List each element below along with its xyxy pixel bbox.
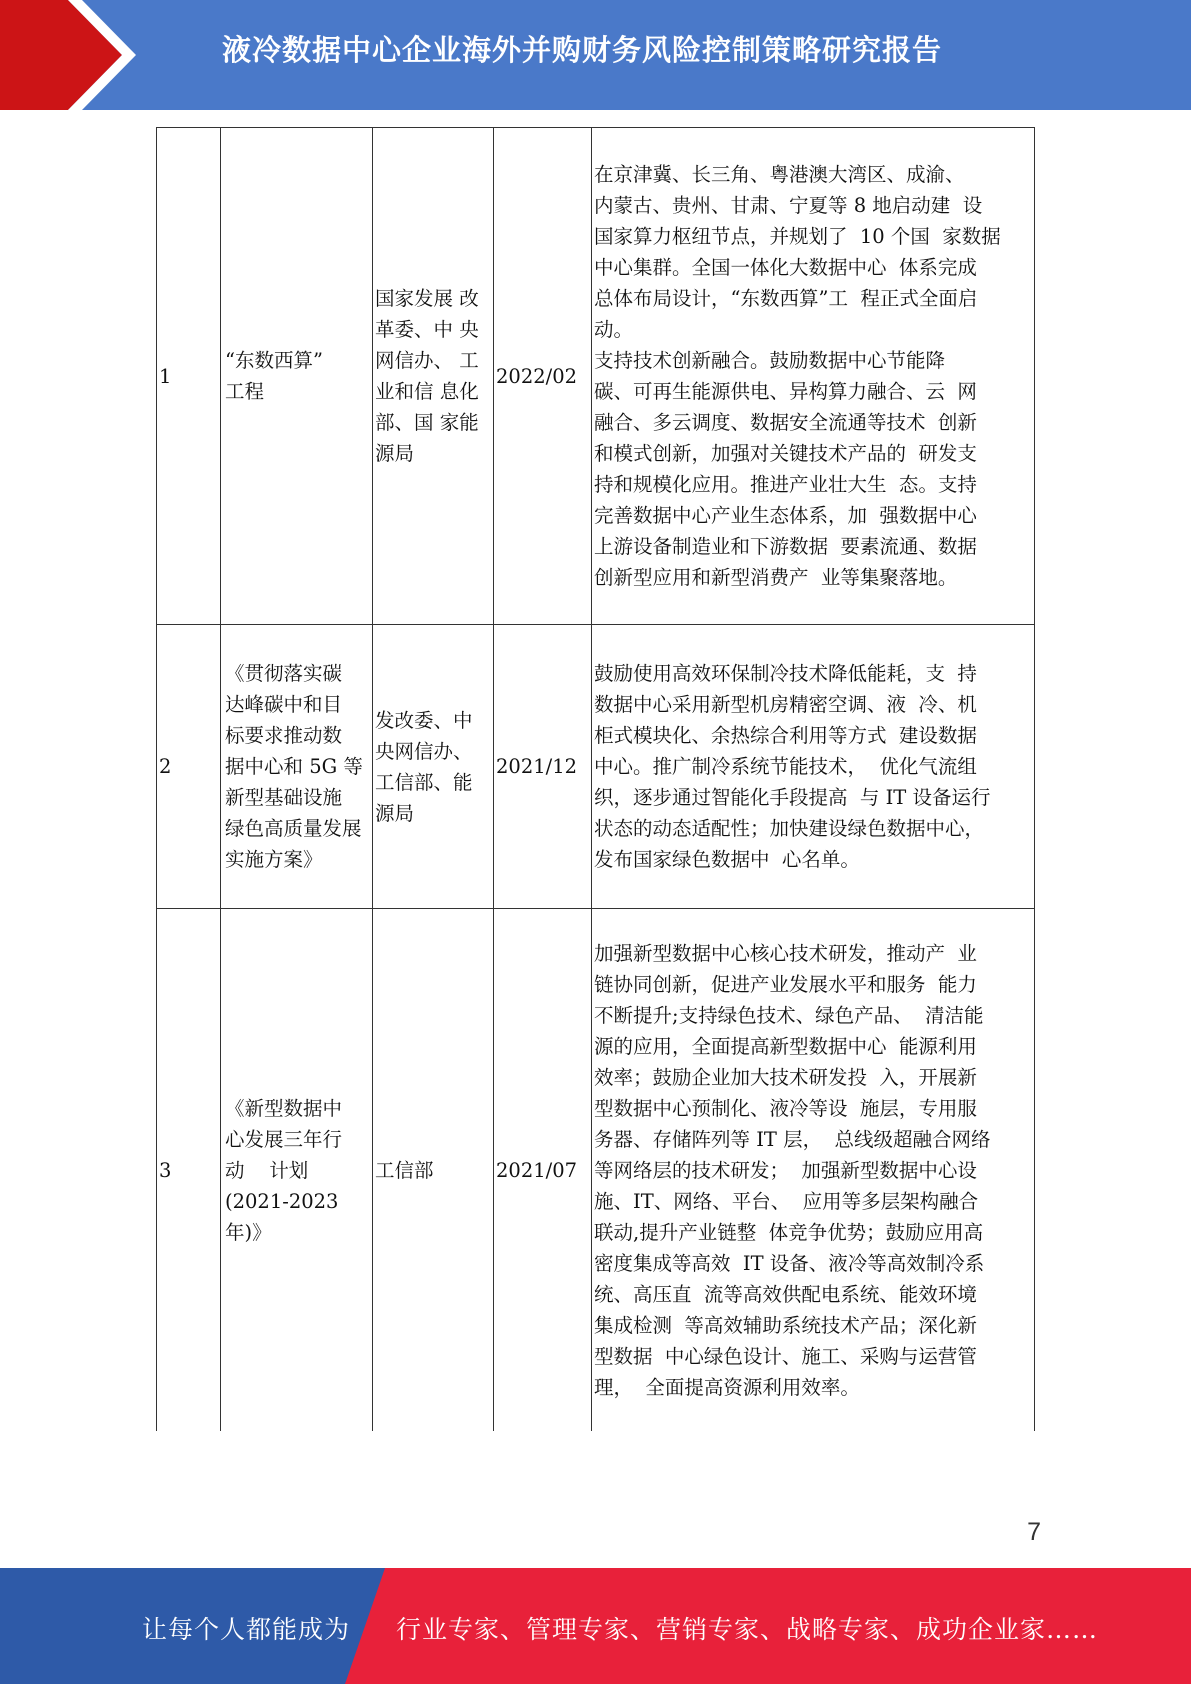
policy-name-line: 实施方案》 (225, 848, 323, 871)
policy-name-line: 新型基础设施 (225, 786, 343, 809)
policy-content-line: 理， 全面提高资源利用效率。 (594, 1375, 860, 1399)
policy-content-line: 等网络层的技术研发； 加强新型数据中心设 (594, 1158, 977, 1182)
policy-content-line: 创新型应用和新型消费产 业等集聚落地。 (594, 566, 958, 589)
row-number-cell: 1 (157, 128, 221, 625)
policy-content-line: 内蒙古、贵州、甘肃、宁夏等 8 地启动建 设 (594, 194, 983, 217)
policy-content-line: 上游设备制造业和下游数据 要素流通、数据 (594, 535, 977, 558)
policy-content-line: 状态的动态适配性；加快建设绿色数据中心， (594, 817, 985, 840)
policy-name-line: 达峰碳中和目 (225, 693, 343, 716)
policy-content-line: 发布国家绿色数据中 心名单。 (594, 848, 860, 871)
policy-name-line: 动 计划 (225, 1158, 309, 1182)
policy-name-cell (221, 909, 373, 1432)
issuing-org-line: 工信部、能 (375, 770, 473, 794)
issuing-org-line: 部、国 家能 (375, 411, 479, 434)
policy-content-line: 加强新型数据中心核心技术研发，推动产 业 (594, 941, 977, 965)
policy-content-line: 不断提升;支持绿色技术、绿色产品、 清洁能 (594, 1003, 984, 1027)
policy-content-line: 支持技术创新融合。鼓励数据中心节能降 (594, 349, 946, 372)
table-row (157, 625, 1035, 909)
policy-content-line: 完善数据中心产业生态体系，加 强数据中心 (594, 504, 977, 527)
policy-content-line: 融合、多云调度、数据安全流通等技术 创新 (594, 411, 977, 434)
page-header (0, 0, 1191, 110)
footer-slogan-right: 行业专家、管理专家、营销专家、战略专家、成功企业家…… (396, 1615, 1099, 1644)
policy-content-line: 碳、可再生能源供电、异构算力融合、云 网 (594, 380, 977, 403)
policy-content-line: 国家算力枢纽节点，并规划了 10 个国 家数据 (594, 225, 1001, 248)
issuing-org-line: 发改委、中 (375, 708, 473, 732)
issue-date-cell: 2022/02 (494, 128, 592, 625)
issuing-org-line: 源局 (375, 442, 415, 465)
policy-content-line: 效率；鼓励企业加大技术研发投 入，开展新 (594, 1065, 977, 1089)
page-footer (0, 1568, 1191, 1684)
policy-content-line: 动。 (594, 318, 634, 341)
policy-table (156, 127, 1035, 1431)
policy-content-line: 鼓励使用高效环保制冷技术降低能耗，支 持 (594, 662, 977, 685)
policy-content-line: 和模式创新，加强对关键技术产品的 研发支 (594, 442, 977, 465)
policy-content-line: 数据中心采用新型机房精密空调、液 冷、机 (594, 693, 977, 716)
policy-name-line: 据中心和 5G 等 (225, 755, 363, 778)
policy-content-line: 在京津冀、长三角、粤港澳大湾区、成渝、 (594, 163, 965, 186)
policy-name-line: 年)》 (225, 1220, 272, 1244)
row-number-cell: 3 (157, 909, 221, 1432)
policy-name-cell (221, 625, 373, 909)
policy-name-line: 《新型数据中 (225, 1096, 343, 1120)
policy-name-cell (221, 128, 373, 625)
policy-content-line: 务器、存储阵列等 IT 层， 总线级超融合网络 (594, 1127, 991, 1151)
policy-content-line: 联动,提升产业链整 体竞争优势；鼓励应用高 (594, 1220, 984, 1244)
header-arrow-decoration (0, 0, 150, 110)
policy-content-cell (592, 625, 1035, 909)
table-row (157, 909, 1035, 1432)
issue-date-cell: 2021/12 (494, 625, 592, 909)
issuing-org-line: 源局 (375, 801, 415, 825)
policy-content-line: 柜式模块化、余热综合利用等方式 建设数据 (594, 724, 977, 747)
policy-content-line: 施、IT、网络、平台、 应用等多层架构融合 (594, 1189, 979, 1213)
issuing-org-line: 革委、中 央 (375, 318, 479, 341)
policy-content-cell (592, 909, 1035, 1432)
policy-content-line: 统、高压直 流等高效供配电系统、能效环境 (594, 1282, 977, 1306)
row-number-cell: 2 (157, 625, 221, 909)
policy-name-line: (2021-2023 (225, 1189, 339, 1213)
issuing-org-line: 业和信 息化 (375, 380, 479, 403)
policy-name-line: 标要求推动数 (225, 724, 343, 747)
policy-content-line: 密度集成等高效 IT 设备、液冷等高效制冷系 (594, 1251, 985, 1275)
policy-content-line: 型数据中心预制化、液冷等设 施层，专用服 (594, 1096, 977, 1120)
policy-content-line: 源的应用，全面提高新型数据中心 能源利用 (594, 1034, 977, 1058)
policy-content-line: 总体布局设计，“东数西算”工 程正式全面启 (594, 287, 978, 310)
issuing-org-line: 央网信办、 (375, 739, 473, 763)
policy-content-line: 中心集群。全国一体化大数据中心 体系完成 (594, 256, 977, 279)
table-row (157, 128, 1035, 625)
issuing-org-cell (373, 909, 494, 1432)
policy-name-line: 工程 (225, 380, 265, 403)
policy-name-line: 《贯彻落实碳 (225, 662, 343, 685)
policy-name-line: 心发展三年行 (225, 1127, 343, 1151)
issuing-org-line: 工信部 (375, 1158, 434, 1182)
policy-content-line: 中心。推广制冷系统节能技术， 优化气流组 (594, 755, 977, 778)
policy-content-line: 型数据 中心绿色设计、施工、采购与运营管 (594, 1344, 977, 1368)
issuing-org-cell (373, 128, 494, 625)
policy-content-line: 织，逐步通过智能化手段提高 与 IT 设备运行 (594, 786, 991, 809)
policy-name-line: “东数西算” (225, 349, 323, 372)
report-title: 液冷数据中心企业海外并购财务风险控制策略研究报告 (222, 33, 943, 67)
issuing-org-cell (373, 625, 494, 909)
policy-content-cell (592, 128, 1035, 625)
policy-content-line: 链协同创新，促进产业发展水平和服务 能力 (594, 972, 977, 996)
issuing-org-line: 国家发展 改 (375, 287, 479, 310)
issue-date-cell: 2021/07 (494, 909, 592, 1432)
policy-content-line: 持和规模化应用。推进产业壮大生 态。支持 (594, 473, 977, 496)
footer-slogan-left: 让每个人都能成为 (142, 1615, 351, 1644)
page-number: 7 (1027, 1518, 1041, 1546)
policy-table-body (157, 128, 1035, 1432)
issuing-org-line: 网信办、 工 (375, 349, 479, 372)
policy-name-line: 绿色高质量发展 (225, 817, 362, 840)
policy-content-line: 集成检测 等高效辅助系统技术产品；深化新 (594, 1313, 977, 1337)
